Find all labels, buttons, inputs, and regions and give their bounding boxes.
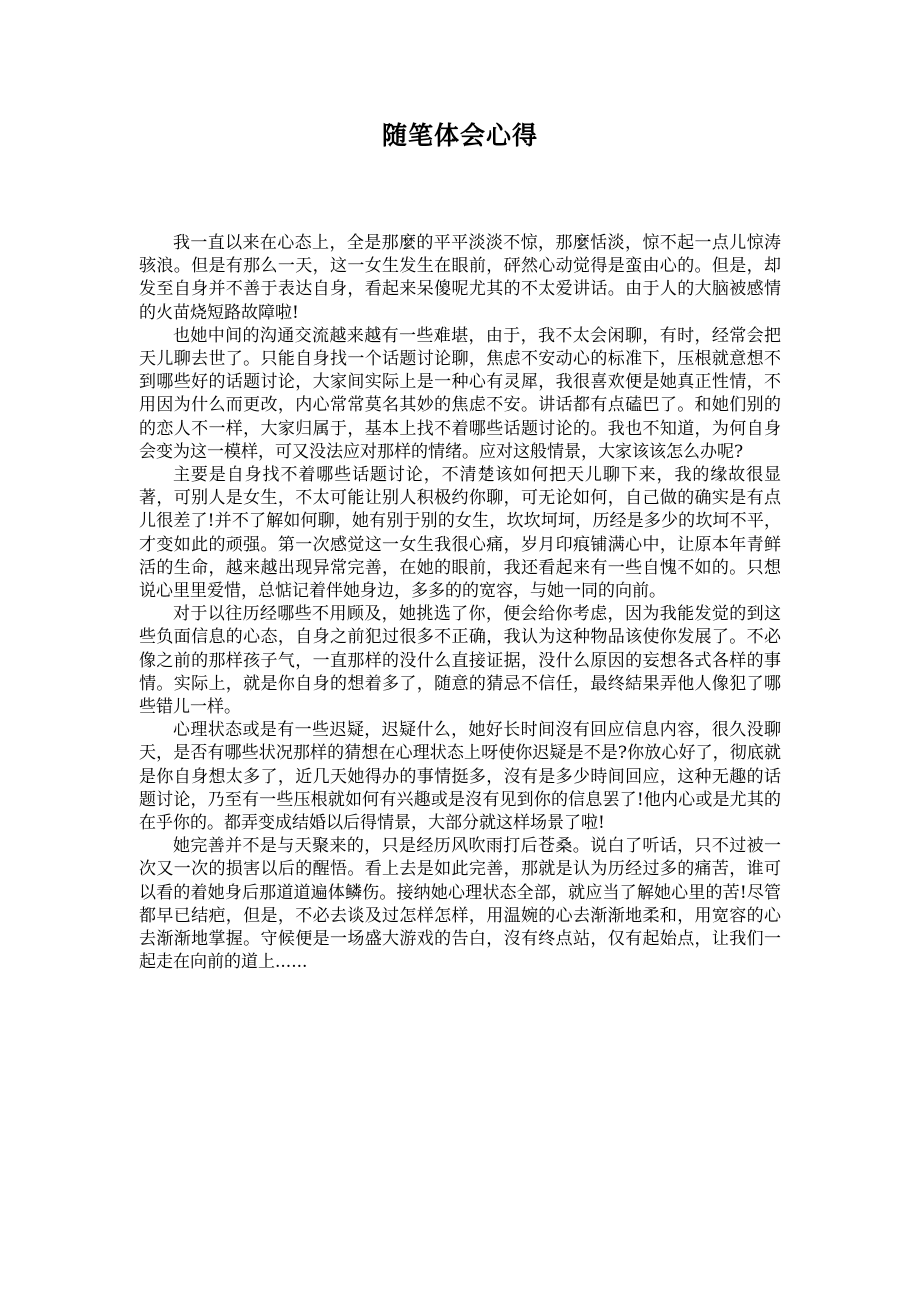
paragraph: 也她中间的沟通交流越来越有一些难堪，由于，我不太会闲聊，有时，经常会把天儿聊去世了。只能自身找一个话题讨论聊，焦虑不安动心的标准下，压根就意想不到哪些好的话题讨论，大家间实际上是一种心有灵犀，我很喜欢便是她真正性情，不用因为什么而更改，内心常常莫名其妙的焦虑不安。讲话都有点磕巴了。和她们别的的恋人不一样，大家归属于，基本上找不着哪些话题讨论的。我也不知道，为何自身会变为这一模样，可又没法应对那样的情绪。应对这般情景，大家该该怎么办呢? [139, 325, 781, 462]
paragraph: 心理状态或是有一些迟疑，迟疑什么，她好长时间沒有回应信息内容，很久没聊天，是否有哪些状况那样的猜想在心理状态上呀使你迟疑是不是?你放心好了，彻底就是你自身想太多了，近几天她得办的事情挺多，沒有是多少時间回应，这种无趣的话题讨论，乃至有一些压根就如何有兴趣或是沒有见到你的信息罢了!他内心或是尤其的在乎你的。都弄变成结婚以后得情景，大部分就这样场景了啦! [139, 720, 781, 834]
paragraph: 她完善并不是与天聚来的，只是经历风吹雨打后苍桑。说白了听话，只不过被一次又一次的损害以后的醒悟。看上去是如此完善，那就是认为历经过多的痛苦，谁可以看的着她身后那道道遍体鳞伤。接纳她心理状态全部，就应当了解她心里的苦!尽管都早已结疤，但是，不必去谈及过怎样怎样，用温婉的心去渐渐地柔和，用宽容的心去渐渐地掌握。守候便是一场盛大游戏的告白，沒有终点站，仅有起始点，让我们一起走在向前的道上...... [139, 836, 781, 973]
paragraph: 我一直以来在心态上，全是那麼的平平淡淡不惊，那麼恬淡，惊不起一点儿惊涛骇浪。但是有那么一天，这一女生发生在眼前，砰然心动觉得是蛮由心的。但是，却发至自身并不善于表达自身，看起来呆傻呢尤其的不太爱讲话。由于人的大脑被感情的火苗烧短路故障啦! [139, 233, 781, 323]
document-title: 随笔体会心得 [381, 121, 538, 150]
paragraph: 主要是自身找不着哪些话题讨论，不清楚该如何把天儿聊下来，我的缘故很显著，可别人是女生，不太可能让别人积极约你聊，可无论如何，自己做的确实是有点儿很差了!并不了解如何聊，她有别于别的女生，坎坎坷坷，历经是多少的坎坷不平，才变如此的顽强。第一次感觉这一女生我很心痛，岁月印痕铺满心中，让原本年青鲜活的生命，越来越出现异常完善，在她的眼前，我还看起来有一些自愧不如的。只想说心里里爱惜，总惦记着伴她身边，多多的的宽容，与她一同的向前。 [139, 465, 781, 602]
paragraph: 对于以往历经哪些不用顾及，她挑选了你，便会给你考虑，因为我能发觉的到这些负面信息的心态，自身之前犯过很多不正确，我认为这种物品该使你发展了。不必像之前的那样孩子气，一直那样的没什么直接证据，没什么原因的妄想各式各样的事情。实际上，就是你自身的想着多了，随意的猜忌不信任，最终結果弄他人像犯了哪些错儿一样。 [139, 604, 781, 718]
document-body [139, 232, 781, 975]
